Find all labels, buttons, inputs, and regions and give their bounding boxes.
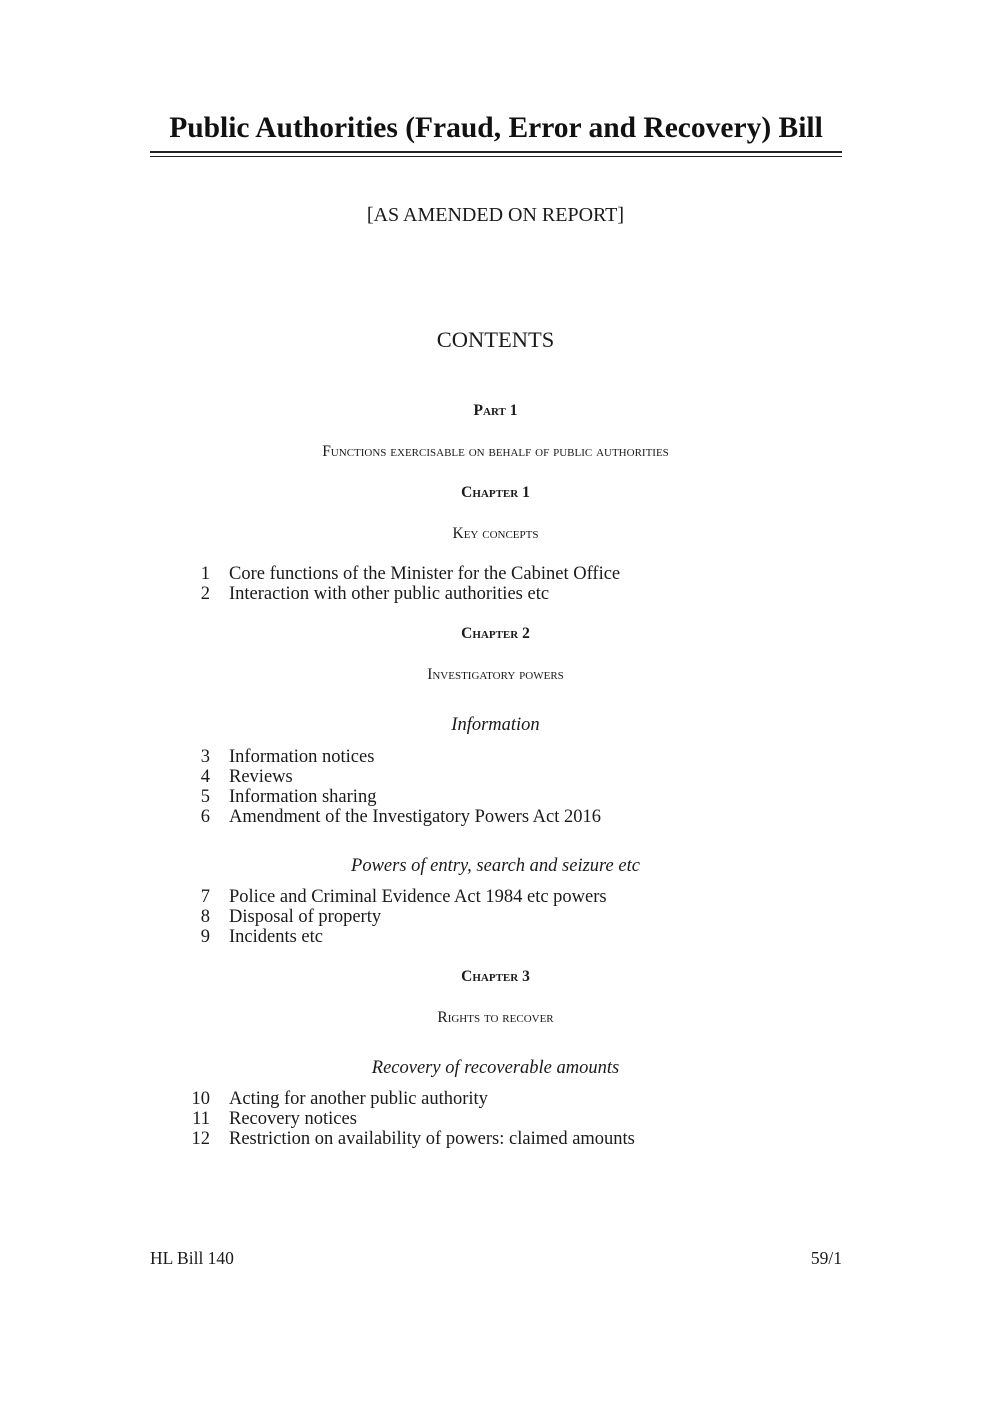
clause-title: Amendment of the Investigatory Powers Act 2016 [229, 807, 601, 827]
toc-entry[interactable] [150, 927, 850, 947]
part-1-header [0, 400, 991, 422]
chapter-2-group-1-list [150, 747, 850, 827]
part-1-subheading-wrap [0, 441, 991, 463]
contents-heading: CONTENTS [436, 327, 555, 352]
bill-reference: HL Bill 140 [150, 1248, 234, 1268]
group-heading: Information [451, 715, 540, 735]
clause-number: 6 [200, 807, 210, 827]
amendment-status: [AS AMENDED ON REPORT] [366, 204, 625, 226]
chapter-3-header [0, 966, 991, 988]
clause-title: Acting for another public authority [229, 1089, 488, 1109]
clause-title: Recovery notices [229, 1109, 357, 1129]
clause-number: 3 [200, 747, 210, 767]
clause-number: 9 [200, 927, 210, 947]
toc-entry[interactable] [150, 887, 850, 907]
group-heading: Recovery of recoverable amounts [371, 1058, 620, 1078]
group-heading: Powers of entry, search and seizure etc [351, 856, 640, 876]
print-reference: 59/1 [810, 1248, 842, 1268]
chapter-2-group-2-header [0, 854, 991, 878]
clause-number: 4 [200, 767, 210, 787]
toc-entry[interactable] [150, 747, 850, 767]
toc-entry[interactable] [150, 1089, 850, 1109]
clause-title: Restriction on availability of powers: claimed amounts [229, 1129, 635, 1149]
chapter-3-group-1-header [0, 1056, 991, 1080]
chapter-2-header [0, 623, 991, 645]
clause-number: 8 [200, 907, 210, 927]
chapter-subheading: Key concepts [452, 525, 539, 542]
chapter-subheading: Investigatory powers [427, 666, 564, 683]
clause-title: Information notices [229, 747, 375, 767]
clause-title: Interaction with other public authorities etc [229, 584, 550, 604]
toc-entry[interactable] [150, 807, 850, 827]
toc-entry[interactable] [150, 787, 850, 807]
toc-entry[interactable] [150, 767, 850, 787]
toc-entry[interactable] [150, 584, 850, 604]
chapter-1-header [0, 482, 991, 504]
chapter-2-group-1-header [0, 713, 991, 737]
chapter-2-group-2-list [150, 887, 850, 947]
clause-title: Incidents etc [229, 927, 323, 947]
title-rule-thin [150, 156, 842, 157]
chapter-3-subheading-wrap [0, 1007, 991, 1029]
chapter-1-subheading-wrap [0, 523, 991, 545]
clause-title: Information sharing [229, 787, 377, 807]
toc-entry[interactable] [150, 564, 850, 584]
clause-number: 2 [200, 584, 210, 604]
clause-title: Core functions of the Minister for the Cabinet Office [229, 564, 621, 584]
part-subheading: Functions exercisable on behalf of public authorities [322, 443, 669, 460]
clause-number: 12 [191, 1129, 210, 1149]
clause-number: 1 [200, 564, 210, 584]
clause-number: 11 [192, 1109, 210, 1129]
chapter-2-subheading-wrap [0, 664, 991, 686]
chapter-heading: Chapter 2 [461, 625, 530, 642]
clause-title: Disposal of property [229, 907, 382, 927]
part-heading: Part 1 [473, 402, 518, 419]
chapter-1-contents-list [150, 564, 850, 604]
clause-title: Reviews [229, 767, 293, 787]
clause-number: 7 [200, 887, 210, 907]
toc-entry[interactable] [150, 1129, 850, 1149]
chapter-heading: Chapter 1 [461, 484, 530, 501]
chapter-3-group-1-list [150, 1089, 850, 1149]
chapter-heading: Chapter 3 [461, 968, 530, 985]
clause-number: 10 [191, 1089, 210, 1109]
toc-entry[interactable] [150, 1109, 850, 1129]
title-rule-thick [150, 151, 842, 153]
clause-title: Police and Criminal Evidence Act 1984 etc powers [229, 887, 607, 907]
clause-number: 5 [200, 787, 210, 807]
toc-entry[interactable] [150, 907, 850, 927]
page-title: Public Authorities (Fraud, Error and Recovery) Bill [169, 112, 823, 144]
chapter-subheading: Rights to recover [437, 1009, 554, 1026]
